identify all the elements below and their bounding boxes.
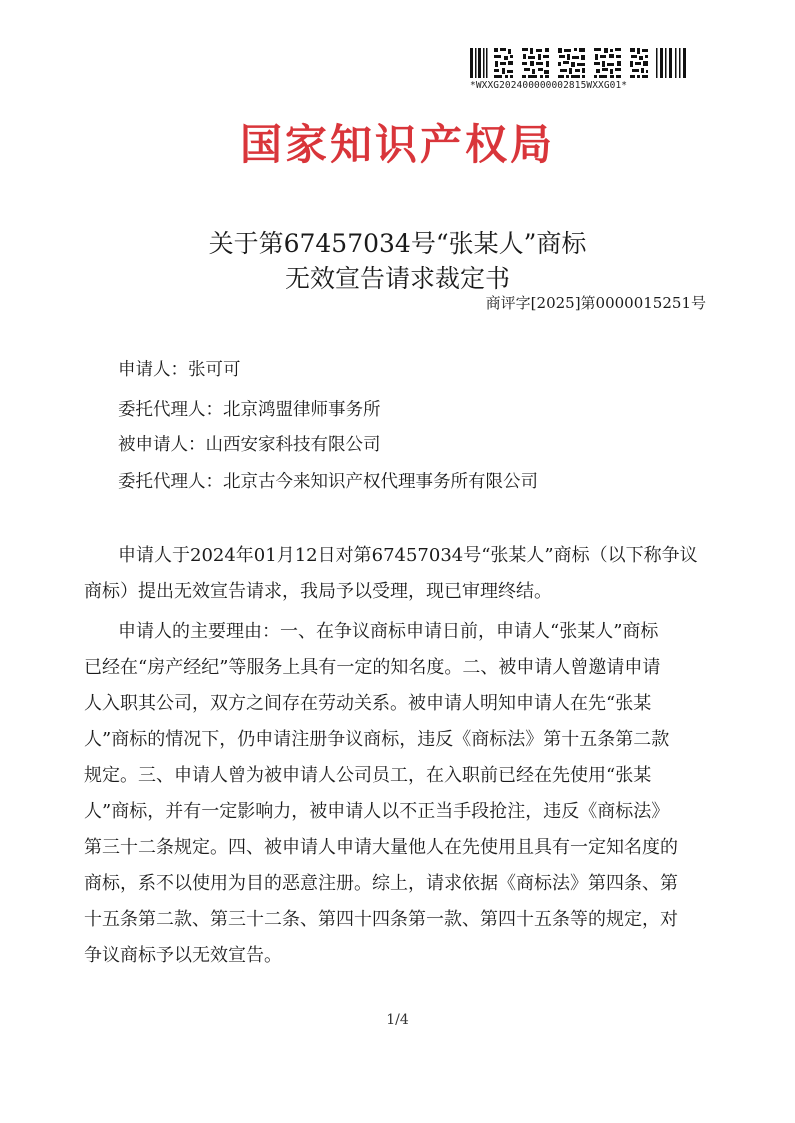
document-title-line-1: 关于第67457034号“张某人”商标 — [208, 229, 587, 258]
barcode-code: *WXXG202400000002815WXXG01* — [470, 80, 628, 91]
body-line: 争议商标予以无效宣告。 — [84, 945, 282, 966]
body-line: 人”商标的情况下，仍申请注册争议商标，违反《商标法》第十五条第二款 — [84, 729, 670, 750]
party-applicant: 申请人：张可可 — [118, 360, 241, 380]
party-applicant-agent: 委托代理人：北京鸿盟律师事务所 — [118, 400, 381, 420]
party-respondent-agent: 委托代理人：北京古今来知识产权代理事务所有限公司 — [118, 472, 538, 492]
body-line: 商标）提出无效宣告请求，我局予以受理，现已审理终结。 — [84, 581, 552, 602]
body-line: 规定。三、申请人曾为被申请人公司员工，在入职前已经在先使用“张某 — [84, 765, 652, 786]
body-line: 人入职其公司，双方之间存在劳动关系。被申请人明知申请人在先“张某 — [84, 693, 652, 714]
body-line: 人”商标，并有一定影响力，被申请人以不正当手段抢注，违反《商标法》 — [84, 801, 670, 822]
document-number: 商评字[2025]第0000015251号 — [485, 294, 706, 312]
barcode — [470, 48, 686, 78]
body-line: 商标，系不以使用为目的恶意注册。综上，请求依据《商标法》第四条、第 — [84, 873, 678, 894]
body-line: 第三十二条规定。四、被申请人申请大量他人在先使用且具有一定知名度的 — [84, 837, 678, 858]
body-line: 已经在“房产经纪”等服务上具有一定的知名度。二、被申请人曾邀请申请 — [84, 657, 661, 678]
page-number: 1/4 — [386, 1012, 409, 1028]
document-title-line-2: 无效宣告请求裁定书 — [284, 264, 510, 293]
body-line: 申请人的主要理由：一、在争议商标申请日前，申请人“张某人”商标 — [118, 621, 659, 642]
body-line: 十五条第二款、第三十二条、第四十四条第一款、第四十五条等的规定，对 — [84, 909, 678, 930]
body-line: 申请人于2024年01月12日对第67457034号“张某人”商标（以下称争议 — [118, 545, 698, 566]
party-respondent: 被申请人：山西安家科技有限公司 — [118, 435, 381, 455]
agency-header: 国家知识产权局 — [239, 120, 555, 169]
